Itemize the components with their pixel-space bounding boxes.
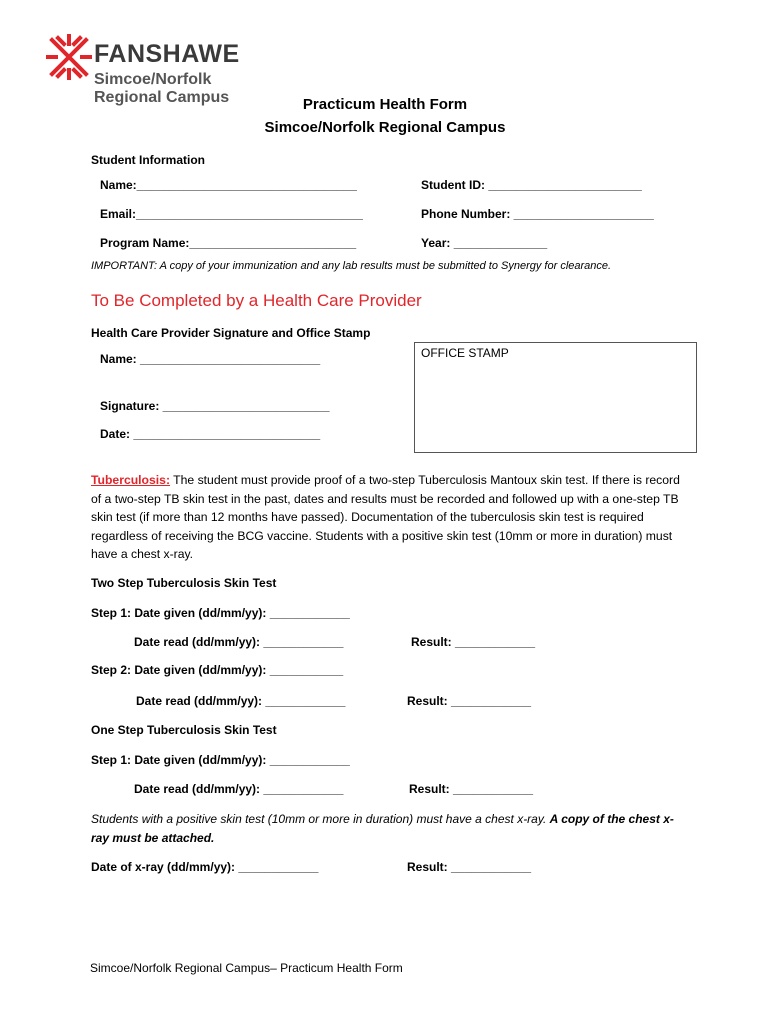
page-footer: Simcoe/Norfolk Regional Campus– Practicum Health Form bbox=[90, 961, 403, 975]
logo-campus-line2: Regional Campus bbox=[94, 89, 230, 106]
xray-note-bold: A copy of the chest x-ray must be attached. bbox=[91, 812, 674, 845]
two-step-step1-result-field[interactable]: Result: ____________ bbox=[411, 635, 536, 649]
one-step-heading: One Step Tuberculosis Skin Test bbox=[91, 723, 277, 737]
two-step-step1-read-field[interactable]: Date read (dd/mm/yy): ____________ bbox=[134, 635, 344, 649]
year-field[interactable]: Year: ______________ bbox=[421, 236, 548, 250]
logo-campus-line1: Simcoe/Norfolk bbox=[94, 71, 212, 88]
provider-section-heading: To Be Completed by a Health Care Provider bbox=[91, 291, 422, 310]
provider-subheading: Health Care Provider Signature and Office Stamp bbox=[91, 326, 371, 340]
one-step-read-field[interactable]: Date read (dd/mm/yy): ____________ bbox=[134, 782, 344, 796]
form-title: Practicum Health Form bbox=[302, 96, 468, 113]
tuberculosis-text: The student must provide proof of a two-step Tuberculosis Mantoux skin test. If there is record of a two-step TB skin test in the past, dates and results must be recorded and followed up with a one-step TB skin test (if more than 12 months have passed). Documentation of the tuberculosis skin test is required regardless of receiving the BCG vaccine. Students with a positive skin test (10mm or more in duration) must have a chest x-ray. bbox=[91, 473, 680, 562]
program-name-field[interactable]: Program Name:_________________________ bbox=[100, 236, 357, 250]
student-name-field[interactable]: Name:_________________________________ bbox=[100, 178, 357, 192]
phone-field[interactable]: Phone Number: _____________________ bbox=[421, 207, 654, 221]
office-stamp-box[interactable] bbox=[414, 342, 697, 453]
student-id-field[interactable]: Student ID: _______________________ bbox=[421, 178, 642, 192]
two-step-heading: Two Step Tuberculosis Skin Test bbox=[91, 576, 277, 590]
one-step-result-field[interactable]: Result: ____________ bbox=[409, 782, 534, 796]
email-field[interactable]: Email:__________________________________ bbox=[100, 207, 363, 221]
xray-date-field[interactable]: Date of x-ray (dd/mm/yy): ____________ bbox=[91, 860, 319, 874]
fanshawe-logo-icon bbox=[46, 34, 92, 80]
important-note: IMPORTANT: A copy of your immunization and any lab results must be submitted to Synergy for clearance. bbox=[91, 260, 612, 272]
xray-note bbox=[91, 810, 691, 847]
xray-result-field[interactable]: Result: ____________ bbox=[407, 860, 532, 874]
student-info-heading: Student Information bbox=[91, 153, 205, 167]
tuberculosis-label: Tuberculosis: bbox=[91, 473, 171, 487]
two-step-step2-result-field[interactable]: Result: ____________ bbox=[407, 694, 532, 708]
two-step-step2-read-field[interactable]: Date read (dd/mm/yy): ____________ bbox=[136, 694, 346, 708]
provider-signature-field[interactable]: Signature: _________________________ bbox=[100, 399, 330, 413]
provider-date-field[interactable]: Date: ____________________________ bbox=[100, 427, 321, 441]
xray-note-text: Students with a positive skin test (10mm or more in duration) must have a chest x-ray. bbox=[91, 812, 550, 826]
provider-name-field[interactable]: Name: ___________________________ bbox=[100, 352, 321, 366]
office-stamp-label: OFFICE STAMP bbox=[421, 346, 509, 360]
one-step-given-field[interactable]: Step 1: Date given (dd/mm/yy): ____________ bbox=[91, 753, 350, 767]
two-step-step2-given-field[interactable]: Step 2: Date given (dd/mm/yy): ___________ bbox=[91, 663, 344, 677]
two-step-step1-given-field[interactable]: Step 1: Date given (dd/mm/yy): ____________ bbox=[91, 606, 350, 620]
form-subtitle: Simcoe/Norfolk Regional Campus bbox=[264, 119, 506, 136]
logo-name: FANSHAWE bbox=[94, 40, 240, 68]
tuberculosis-paragraph bbox=[91, 471, 691, 564]
